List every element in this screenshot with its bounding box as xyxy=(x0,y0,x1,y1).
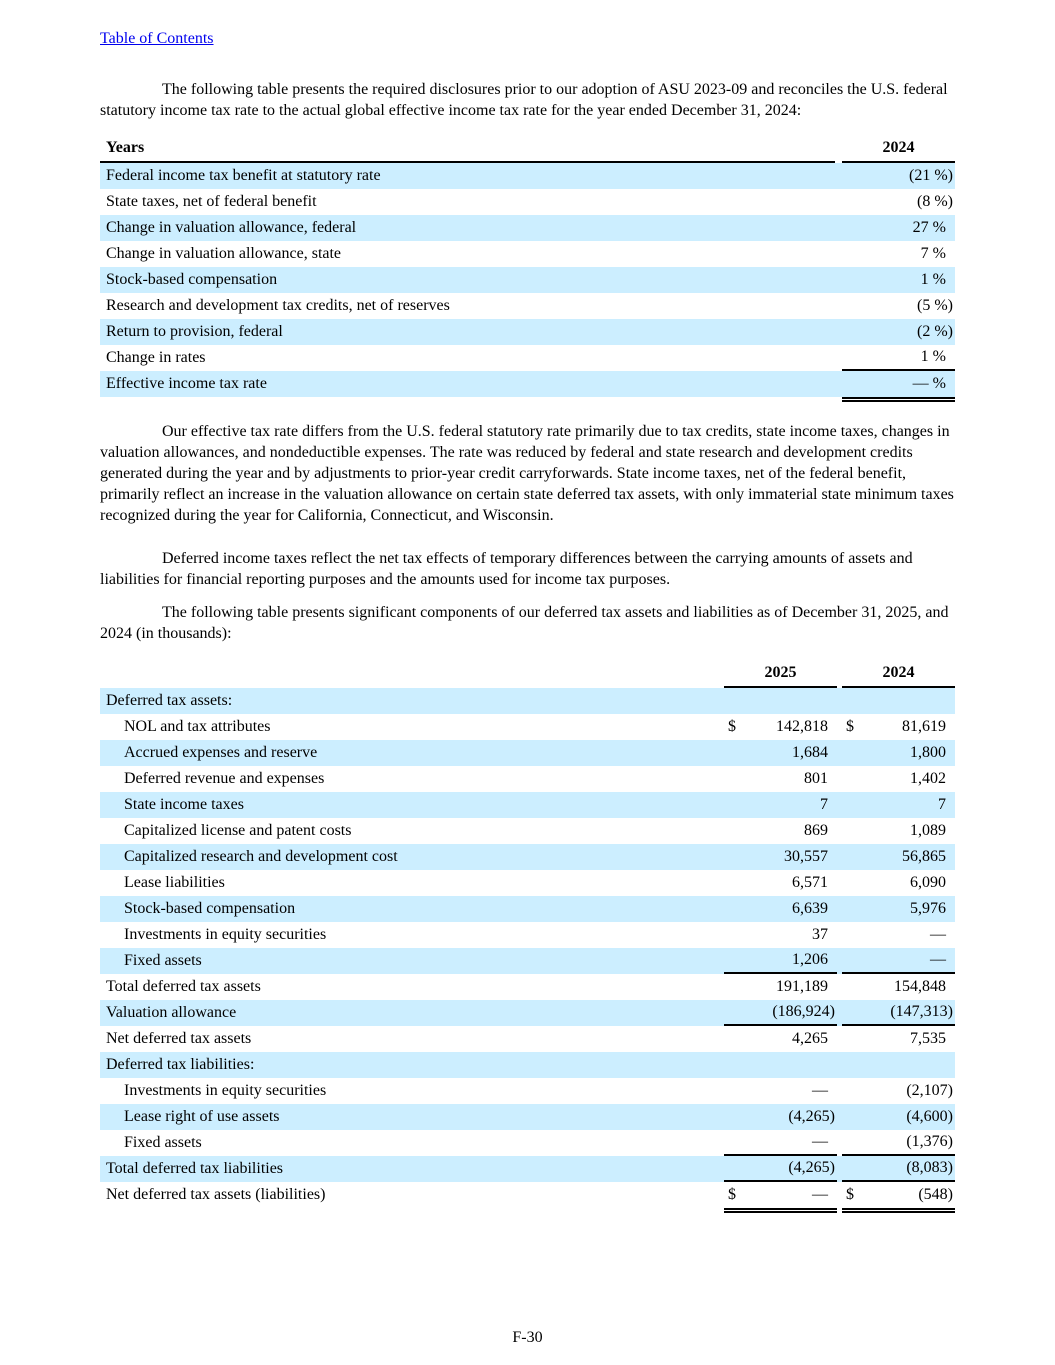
row-label: Total deferred tax liabilities xyxy=(106,1160,284,1177)
cell-2025: (4,265) xyxy=(788,1108,835,1125)
cell-2024: 1,089 xyxy=(910,822,946,839)
table-header-row xyxy=(100,139,955,163)
row-label: Capitalized license and patent costs xyxy=(124,822,352,839)
currency-symbol: $ xyxy=(728,1186,736,1203)
row-label: Change in rates xyxy=(106,349,206,366)
paragraph-deferred-taxes-definition: Deferred income taxes reflect the net tax effects of temporary differences between the carrying amounts of assets and liabilities for financial reporting purposes and the amounts used for income tax purposes. xyxy=(100,550,913,588)
table-row xyxy=(100,870,955,896)
cell-2024: (147,313) xyxy=(890,1003,953,1020)
table-row xyxy=(100,792,955,818)
cell-2025: — xyxy=(812,1186,828,1203)
cell-2024: 56,865 xyxy=(902,848,946,865)
cell-2024: (21 %) xyxy=(909,167,953,184)
cell-2025: — xyxy=(812,1082,828,1099)
cell-2024: 1,800 xyxy=(910,744,946,761)
cell-2024: (5 %) xyxy=(917,297,953,314)
table-row xyxy=(100,714,955,740)
table-row xyxy=(100,319,955,345)
row-label: Valuation allowance xyxy=(106,1004,237,1021)
row-label: Net deferred tax assets (liabilities) xyxy=(106,1186,326,1203)
table-row xyxy=(100,189,955,215)
cell-2024: (1,376) xyxy=(906,1133,953,1150)
cell-2025: 1,684 xyxy=(792,744,828,761)
cell-2025: (186,924) xyxy=(772,1003,835,1020)
cell-2024: 81,619 xyxy=(902,718,946,735)
cell-2025: 6,571 xyxy=(792,874,828,891)
cell-2024: (8,083) xyxy=(906,1159,953,1176)
page-number: F-30 xyxy=(512,1329,543,1346)
column-gap xyxy=(835,139,842,163)
cell-2025: 1,206 xyxy=(792,951,828,968)
table-row xyxy=(100,1000,955,1026)
row-label: State taxes, net of federal benefit xyxy=(106,193,317,210)
row-label: Fixed assets xyxy=(124,952,202,969)
cell-2024: — xyxy=(930,926,946,943)
cell-2024: 27 % xyxy=(912,219,946,236)
row-label: Change in valuation allowance, state xyxy=(106,245,342,262)
currency-symbol: $ xyxy=(846,1186,854,1203)
cell-2025: 6,639 xyxy=(792,900,828,917)
cell-2025: — xyxy=(812,1133,828,1150)
column-header-2024: 2024 xyxy=(842,139,955,163)
column-header-years: Years xyxy=(100,139,835,163)
cell-2024: 154,848 xyxy=(894,978,946,995)
row-label: Stock-based compensation xyxy=(124,900,296,917)
cell-2024: (2,107) xyxy=(906,1082,953,1099)
cell-2025: (4,265) xyxy=(788,1159,835,1176)
deferred-tax-components-table xyxy=(100,664,955,1215)
table-row xyxy=(100,345,955,371)
row-label: Capitalized research and development cost xyxy=(124,848,398,865)
row-label: Investments in equity securities xyxy=(124,1082,327,1099)
row-label: Accrued expenses and reserve xyxy=(124,744,318,761)
table-row xyxy=(100,948,955,974)
cell-2025: 37 xyxy=(812,926,828,943)
double-rule xyxy=(100,397,955,404)
paragraph-effective-rate-discussion: Our effective tax rate differs from the U.S. federal statutory rate primarily due to tax credits, state income taxes, changes in valuation allowances, and nondeductible expenses. The rate was reduced by federal and state research and development credits generated during the year and by adjustments to prior-year credit carryforwards. State income taxes, net of the federal benefit, primarily reflect an increase in the valuation allowance on certain state deferred tax assets, with only immaterial state minimum taxes recognized during the year for California, Connecticut, and Wisconsin. xyxy=(100,423,954,524)
cell-2025: 30,557 xyxy=(784,848,828,865)
cell-2024: — xyxy=(930,951,946,968)
table-section-row xyxy=(100,1052,955,1078)
row-label: Lease right of use assets xyxy=(124,1108,280,1125)
cell-2025: 142,818 xyxy=(776,718,828,735)
table-row xyxy=(100,818,955,844)
cell-2024: 7,535 xyxy=(910,1030,946,1047)
row-label: Deferred tax liabilities: xyxy=(106,1056,255,1073)
paragraph-deferred-table-intro: The following table presents significant components of our deferred tax assets and liabilities as of December 31, 2025, and 2024 (in thousands): xyxy=(100,604,949,642)
table-row-subtotal xyxy=(100,974,955,1000)
cell-2024: 6,090 xyxy=(910,874,946,891)
cell-2024: — % xyxy=(912,375,946,392)
row-label: Fixed assets xyxy=(124,1134,202,1151)
table-row xyxy=(100,1078,955,1104)
row-label: Change in valuation allowance, federal xyxy=(106,219,357,236)
column-header-2024: 2024 xyxy=(842,664,955,688)
table-row xyxy=(100,241,955,267)
row-label: Investments in equity securities xyxy=(124,926,327,943)
table-row xyxy=(100,896,955,922)
row-label: Federal income tax benefit at statutory rate xyxy=(106,167,381,184)
row-label: Effective income tax rate xyxy=(106,375,267,392)
currency-symbol: $ xyxy=(728,718,736,735)
table-row xyxy=(100,1104,955,1130)
table-row xyxy=(100,844,955,870)
tax-rate-reconciliation-table xyxy=(100,139,955,404)
table-row xyxy=(100,766,955,792)
table-row xyxy=(100,293,955,319)
row-label: Net deferred tax assets xyxy=(106,1030,252,1047)
row-label: Lease liabilities xyxy=(124,874,225,891)
paragraph-rate-table-intro: The following table presents the required disclosures prior to our adoption of ASU 2023-09 and reconciles the U.S. federal statutory income tax rate to the actual global effective income tax rate for the year ended December 31, 2024: xyxy=(100,81,948,119)
row-label: Deferred tax assets: xyxy=(106,692,233,709)
cell-2024: 1 % xyxy=(920,271,946,288)
table-of-contents-link[interactable]: Table of Contents xyxy=(100,30,214,47)
cell-2024: 5,976 xyxy=(910,900,946,917)
cell-2025: 191,189 xyxy=(776,978,828,995)
table-row xyxy=(100,1130,955,1156)
cell-2024: (2 %) xyxy=(917,323,953,340)
row-label: Deferred revenue and expenses xyxy=(124,770,325,787)
table-row-subtotal xyxy=(100,1026,955,1052)
cell-2024: 7 % xyxy=(920,245,946,262)
row-label: Total deferred tax assets xyxy=(106,978,261,995)
table-row xyxy=(100,922,955,948)
row-label: State income taxes xyxy=(124,796,244,813)
row-label: Stock-based compensation xyxy=(106,271,278,288)
row-label: NOL and tax attributes xyxy=(124,718,271,735)
table-section-row xyxy=(100,688,955,714)
table-row xyxy=(100,740,955,766)
row-label: Research and development tax credits, net of reserves xyxy=(106,297,450,314)
table-header-row xyxy=(100,664,955,688)
cell-2024: (4,600) xyxy=(906,1108,953,1125)
cell-2025: 7 xyxy=(820,796,828,813)
table-row-total xyxy=(100,1182,955,1208)
table-row xyxy=(100,163,955,189)
cell-2024: 1,402 xyxy=(910,770,946,787)
table-row xyxy=(100,267,955,293)
currency-symbol: $ xyxy=(846,718,854,735)
cell-2024: (548) xyxy=(918,1186,953,1203)
cell-2025: 4,265 xyxy=(792,1030,828,1047)
table-row xyxy=(100,215,955,241)
table-row-total xyxy=(100,371,955,397)
double-rule xyxy=(100,1208,955,1215)
cell-2025: 869 xyxy=(804,822,828,839)
table-row-subtotal xyxy=(100,1156,955,1182)
cell-2024: 7 xyxy=(938,796,946,813)
column-header-2025: 2025 xyxy=(724,664,837,688)
cell-2024: (8 %) xyxy=(917,193,953,210)
cell-2024: 1 % xyxy=(920,348,946,365)
cell-2025: 801 xyxy=(804,770,828,787)
row-label: Return to provision, federal xyxy=(106,323,283,340)
